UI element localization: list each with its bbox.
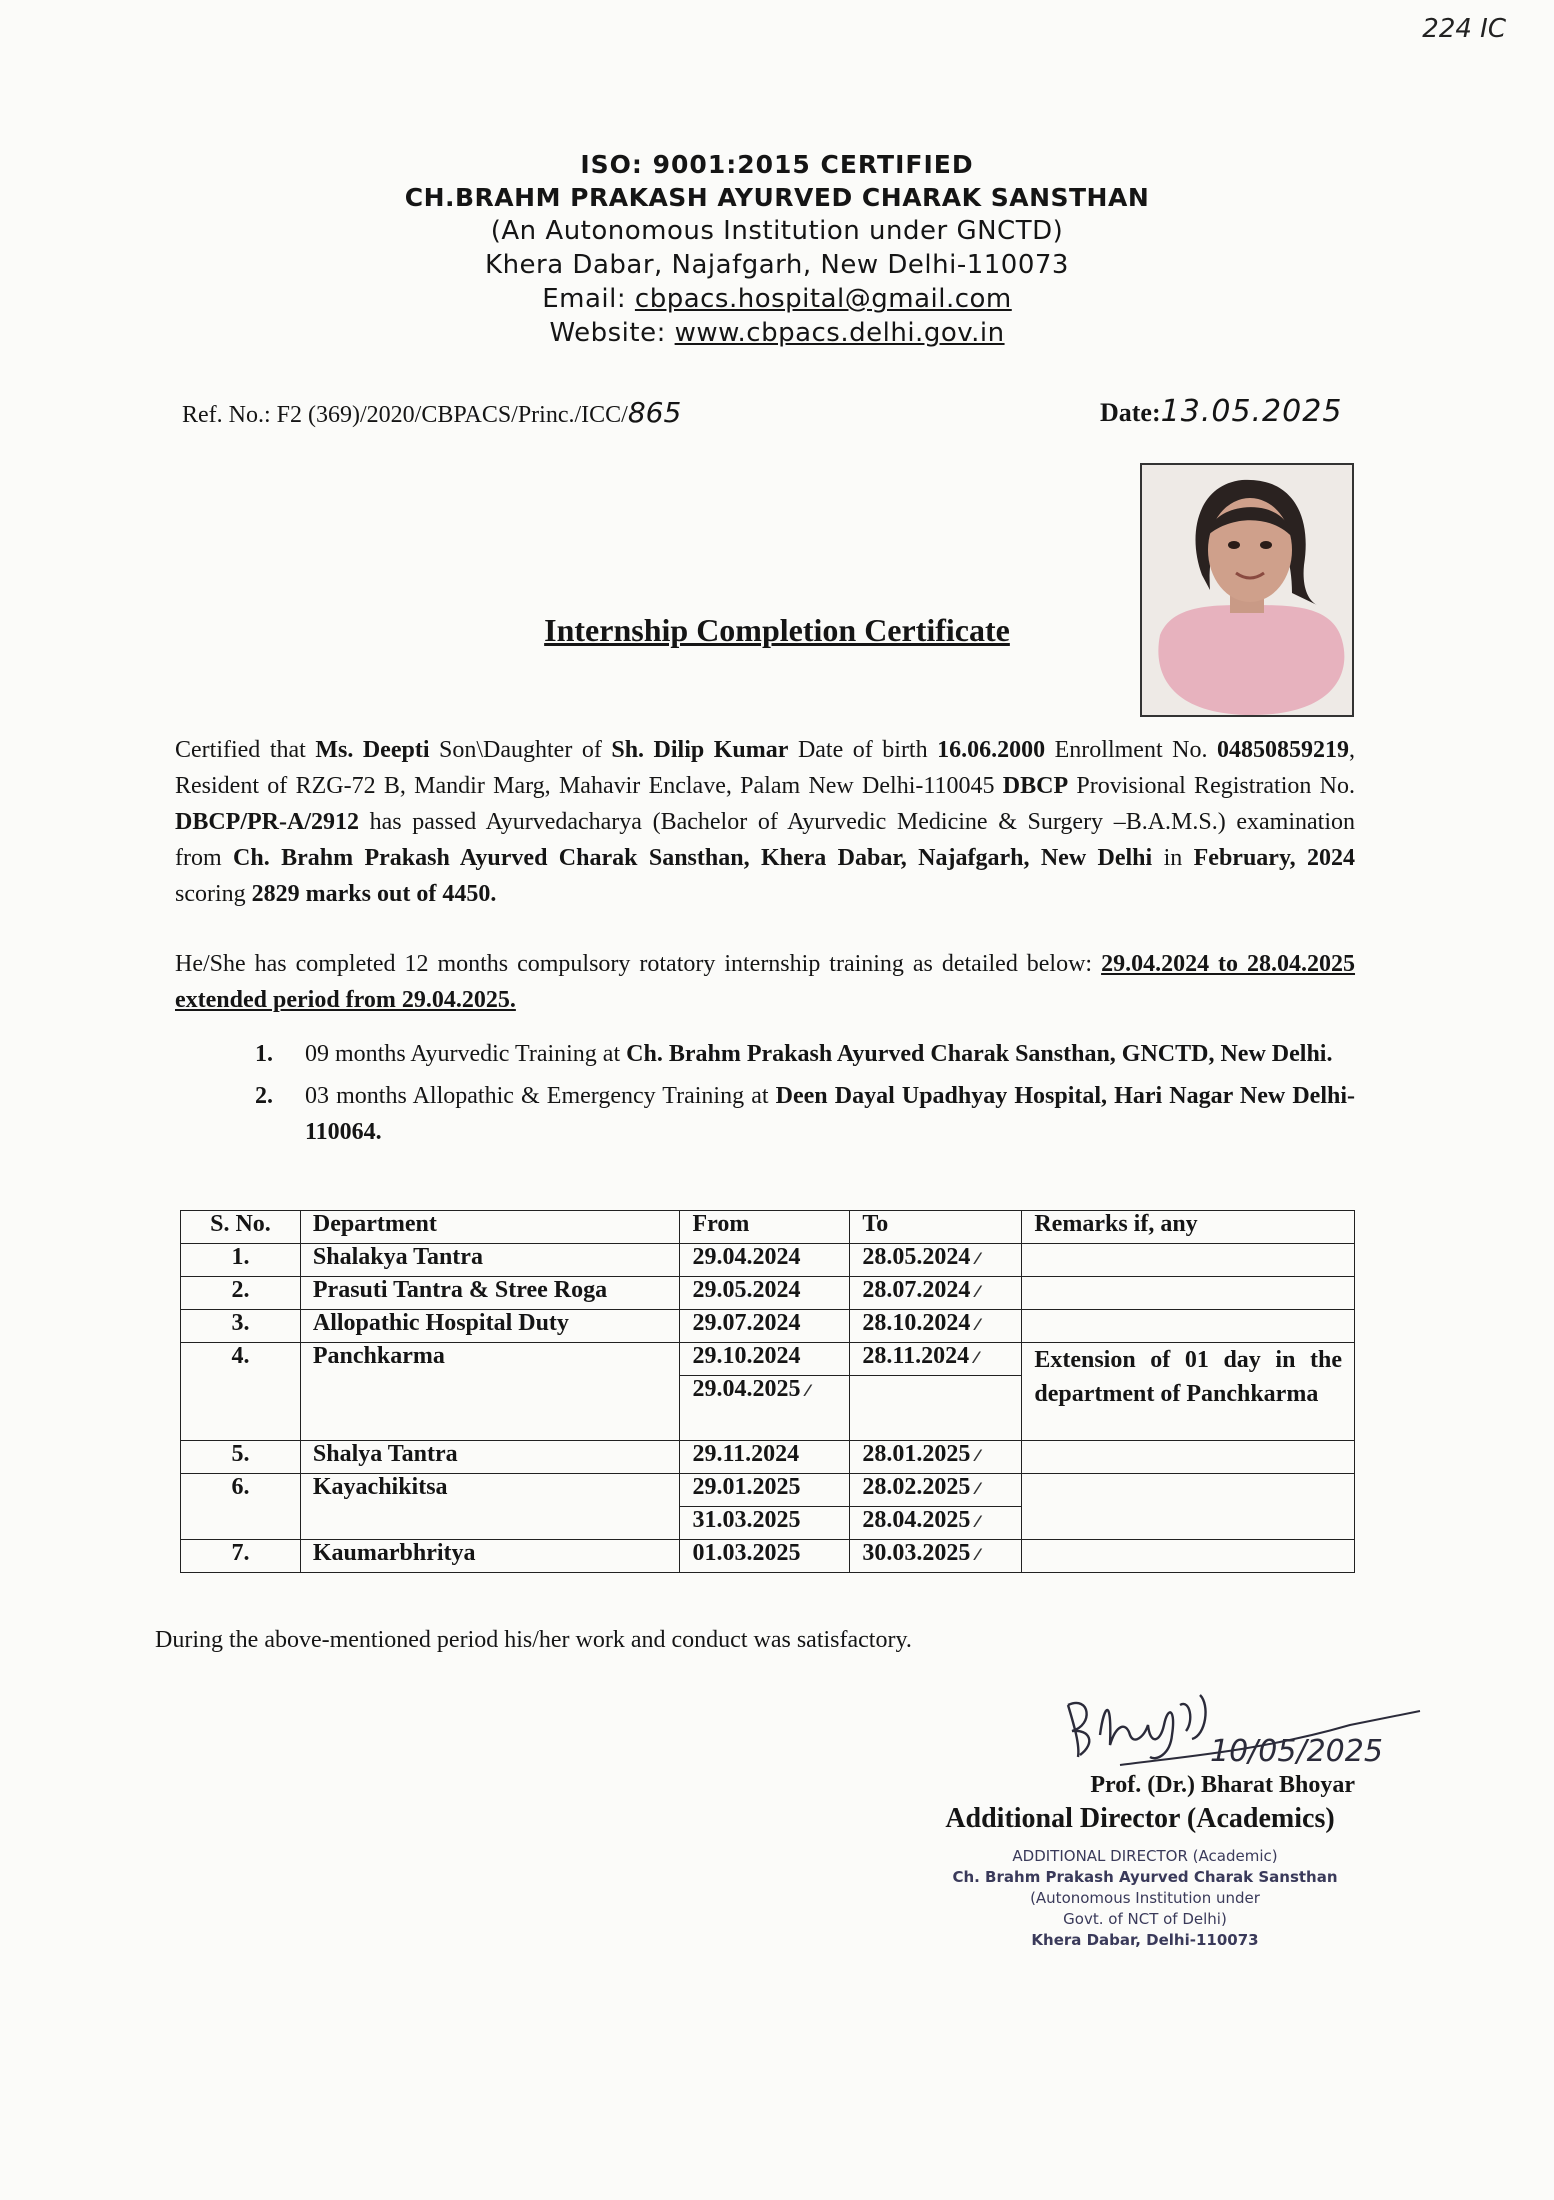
website-label: Website: [549, 318, 666, 348]
header-sno: S. No. [181, 1211, 301, 1244]
table-row: 31.03.2025 28.04.2025 ⁄ [181, 1507, 1355, 1540]
iso-line: ISO: 9001:2015 CERTIFIED [580, 150, 974, 179]
table-row: 3. Allopathic Hospital Duty 29.07.2024 28.10.2024 ⁄ [181, 1310, 1355, 1343]
email-label: Email: [542, 284, 627, 314]
college-name: Ch. Brahm Prakash Ayurved Charak Sansthan, Khera Dabar, Najafgarh, New Delhi [233, 845, 1153, 871]
registration-number: DBCP/PR-A/2912 [175, 809, 359, 835]
signatory-title: Additional Director (Academics) [945, 1803, 1335, 1834]
table-row: 5. Shalya Tantra 29.11.2024 28.01.2025 ⁄ [181, 1441, 1355, 1474]
date-of-birth: 16.06.2000 [937, 737, 1046, 763]
list-item: 1. 09 months Ayurvedic Training at Ch. Brahm Prakash Ayurved Charak Sansthan, GNCTD, New Delhi. [255, 1041, 1333, 1067]
portrait-image [1142, 465, 1352, 715]
header-department: Department [300, 1211, 680, 1244]
candidate-photo [1140, 463, 1354, 717]
date-value: 13.05.2025 [1160, 394, 1343, 429]
exam-date: February, 2024 [1193, 845, 1355, 871]
enrollment-number: 04850859219 [1217, 737, 1349, 763]
table-row: 2. Prasuti Tantra & Stree Roga 29.05.2024 28.07.2024 ⁄ [181, 1277, 1355, 1310]
table-header-row [181, 1211, 1355, 1244]
letterhead [0, 150, 1554, 348]
candidate-name: Ms. Deepti [315, 737, 430, 763]
training-list [255, 1036, 1355, 1156]
header-to: To [850, 1211, 1022, 1244]
website-link[interactable]: www.cbpacs.delhi.gov.in [674, 318, 1005, 348]
conduct-statement: During the above-mentioned period his/her work and conduct was satisfactory. [155, 1627, 912, 1653]
signature-icon [1060, 1665, 1460, 1775]
table-row: 29.04.2025 ⁄ [181, 1376, 1355, 1441]
certification-paragraph: Certified that Ms. Deepti Son\Daughter of Sh. Dilip Kumar Date of birth 16.06.2000 Enrollment No. 04850859219, Resident of RZG-72 B, Mandir Marg, Mahavir Enclave, Palam New Delhi-110045 DBCP Provisional Registration No. DBCP/PR-A/2912 has passed Ayurvedacharya (Bachelor of Ayurvedic Medicine & Surgery –B.A.M.S.) examination from Ch. Brahm Prakash Ayurved Charak Sansthan, Khera Dabar, Najafgarh, New Delhi in February, 2024 scoring 2829 marks out of 4450. [175, 737, 1356, 907]
official-stamp: ADDITIONAL DIRECTOR (Academic) Ch. Brahm Prakash Ayurved Charak Sansthan (Autonomous Institution under Govt. of NCT of Delhi) Khera Dabar, Delhi-110073 [952, 1847, 1338, 1949]
table-row: 6. Kayachikitsa 29.01.2025 28.02.2025 ⁄ [181, 1474, 1355, 1507]
page-mark: 224 IC [1422, 14, 1506, 44]
internship-paragraph: He/She has completed 12 months compulsory rotatory internship training as detailed below: 29.04.2024 to 28.04.2025 extended period from 29.04.2025. [175, 951, 1356, 1013]
issue-date [1100, 394, 1342, 429]
extension-remark: Extension of 01 day in the department of Panchkarma [1022, 1343, 1355, 1441]
parent-name: Sh. Dilip Kumar [611, 737, 789, 763]
table-row: 7. Kaumarbhritya 01.03.2025 30.03.2025 ⁄ [181, 1540, 1355, 1573]
reference-number [182, 396, 681, 429]
website-line [0, 318, 1554, 348]
table-row: 1. Shalakya Tantra 29.04.2024 28.05.2024 ⁄ [181, 1244, 1355, 1277]
email-link[interactable]: cbpacs.hospital@gmail.com [634, 284, 1012, 314]
address-line: Khera Dabar, Najafgarh, New Delhi-110073 [485, 250, 1069, 280]
signatory-name: Prof. (Dr.) Bharat Bhoyar [1090, 1772, 1355, 1798]
email-line [0, 284, 1554, 314]
ref-number: 865 [627, 396, 682, 429]
internship-period: 29.04.2024 to 28.04.2025 extended period from 29.04.2025. [175, 951, 1356, 1013]
autonomy-line: (An Autonomous Institution under GNCTD) [490, 216, 1064, 246]
table-row: 4. Panchkarma 29.10.2024 28.11.2024 ⁄ Extension of 01 day in the department of Panchkarma [181, 1343, 1355, 1376]
score: 2829 marks out of 4450. [251, 881, 497, 907]
header-remarks: Remarks if, any [1022, 1211, 1355, 1244]
ref-label: Ref. No.: F2 (369)/2020/CBPACS/Princ./ICC/ [182, 402, 628, 428]
institution-name: CH.BRAHM PRAKASH AYURVED CHARAK SANSTHAN [404, 183, 1150, 212]
header-from: From [680, 1211, 850, 1244]
date-label: Date: [1100, 398, 1161, 427]
department-rotation-table [180, 1210, 1355, 1573]
certificate-title: Internship Completion Certificate [544, 612, 1010, 648]
list-item: 2. 03 months Allopathic & Emergency Training at Deen Dayal Upadhyay Hospital, Hari Nagar New Delhi-110064. [255, 1083, 1356, 1145]
signature-date: 10/05/2025 [1210, 1734, 1383, 1769]
signatory-block [880, 1772, 1400, 1835]
